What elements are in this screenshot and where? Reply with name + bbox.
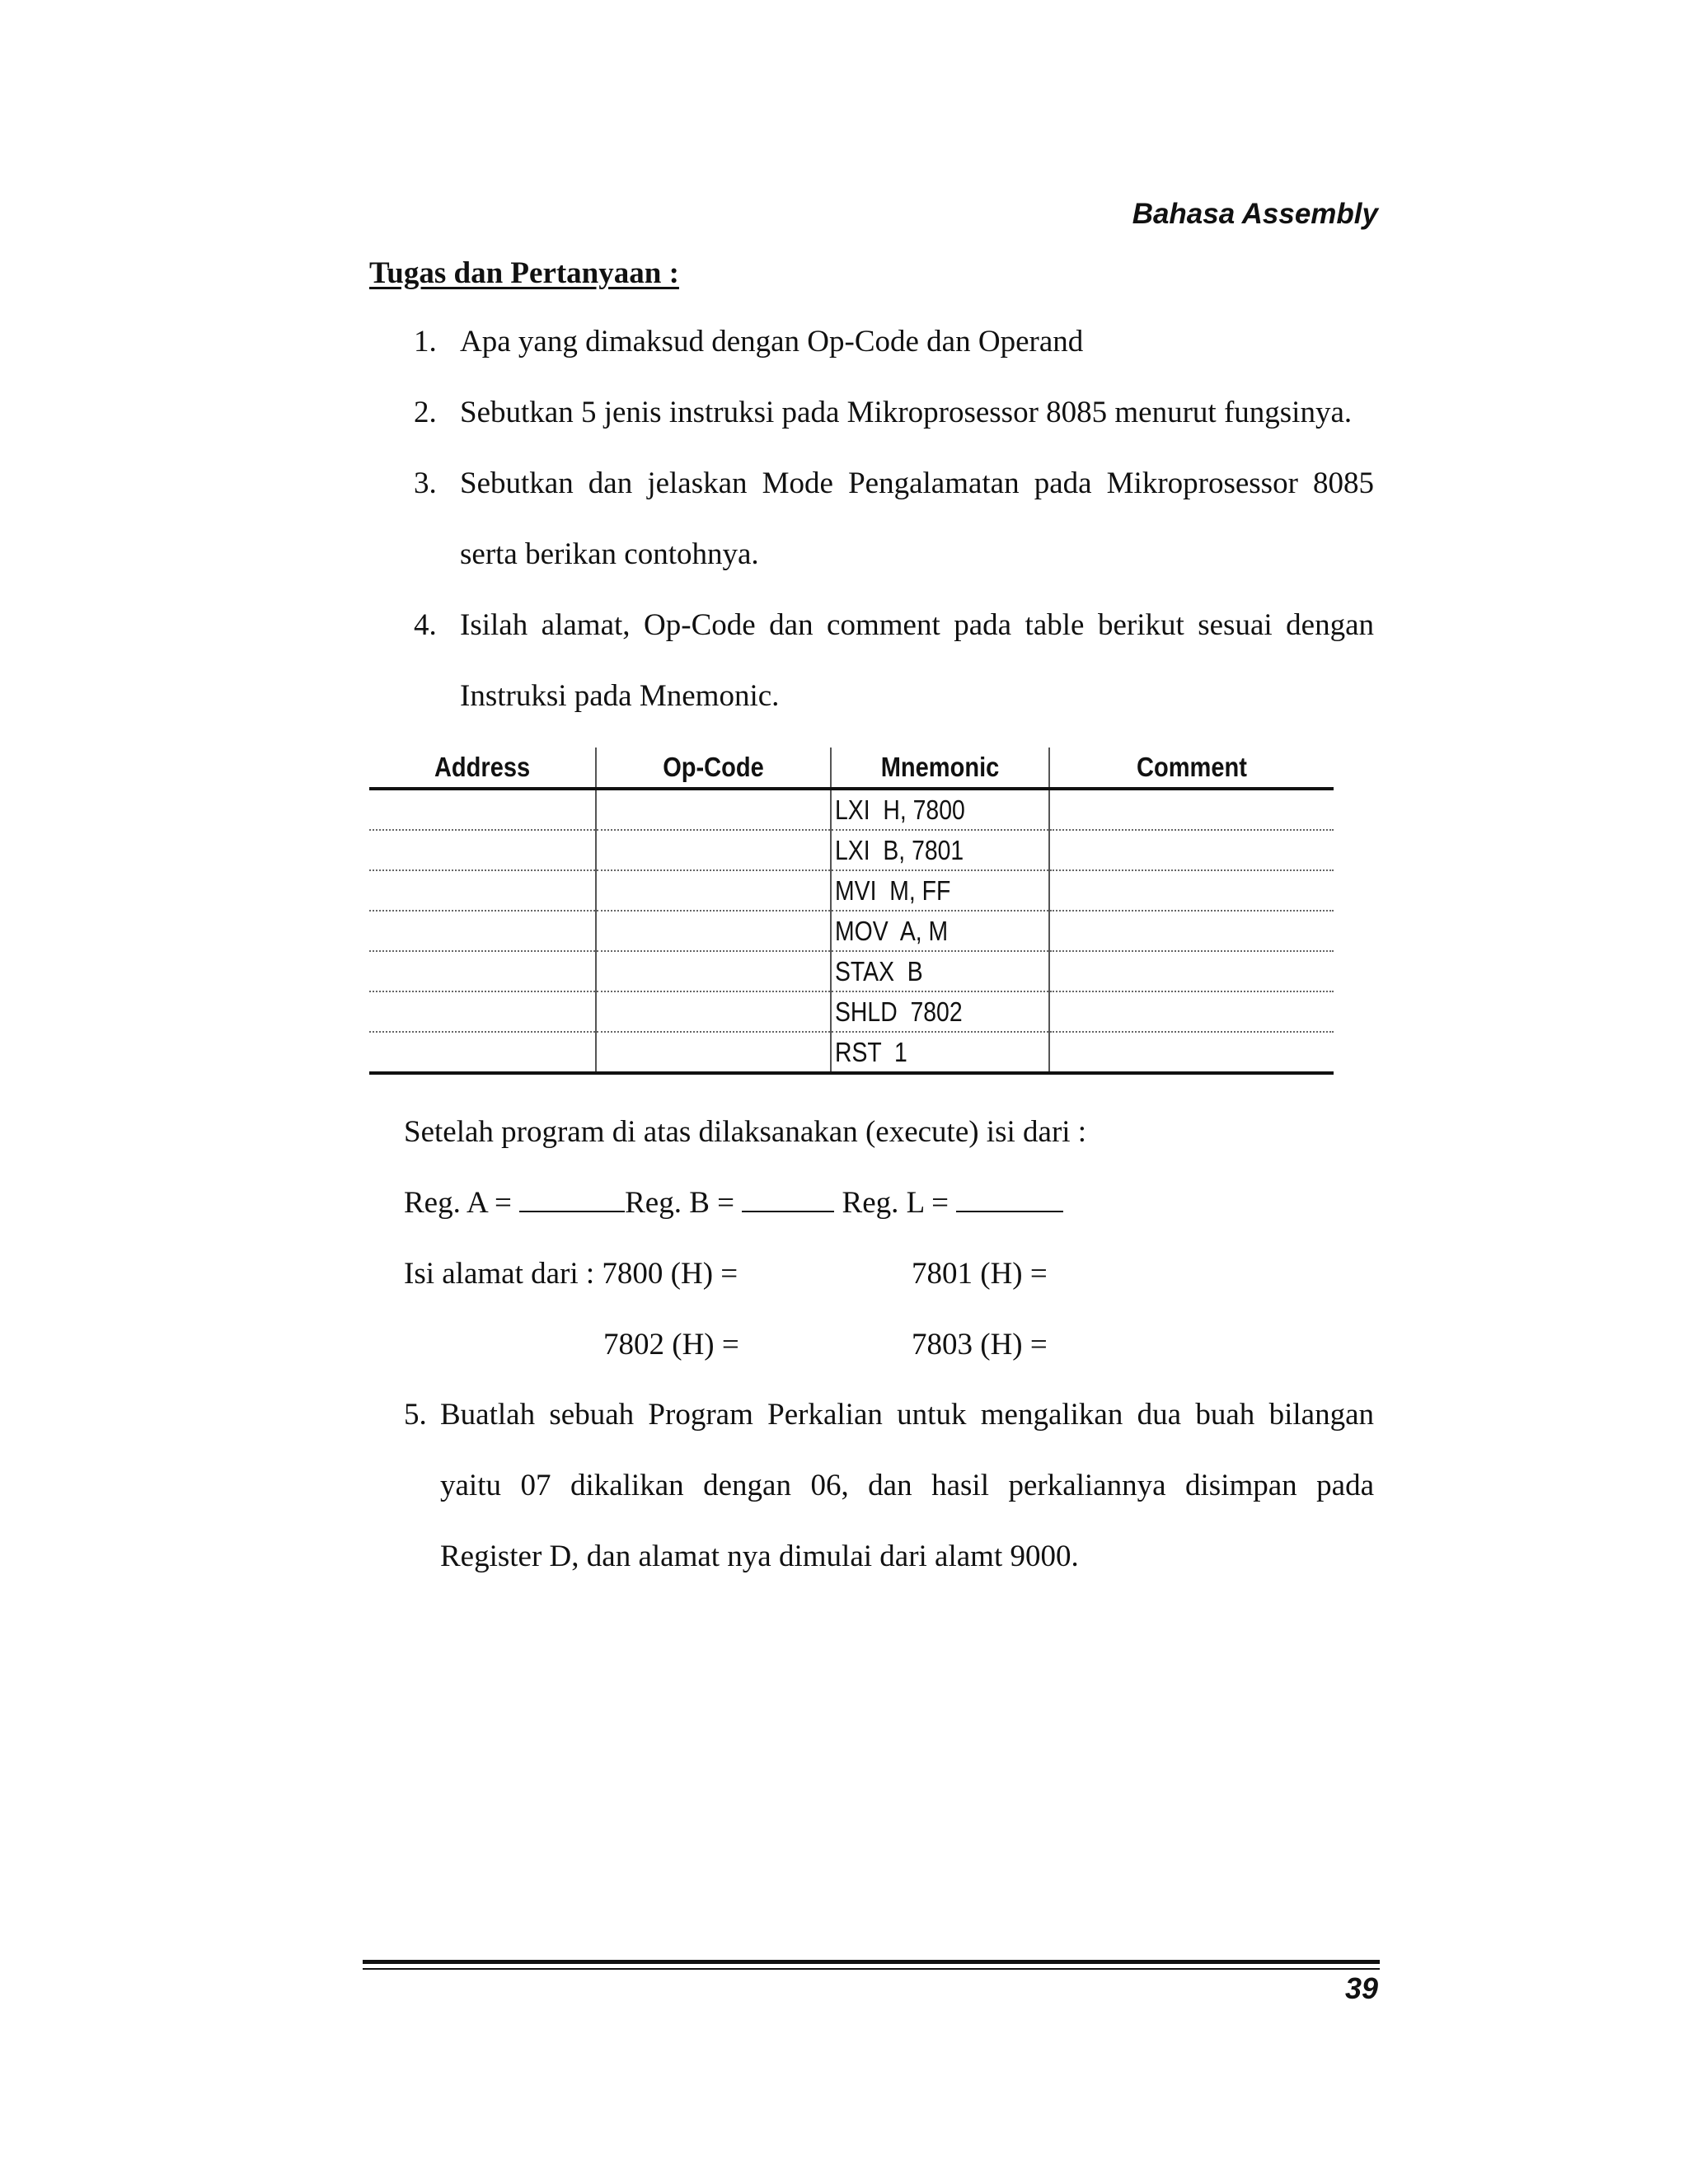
address-7800-label: Isi alamat dari : 7800 (H) = [404,1257,738,1291]
column-header-comment: Comment [1067,748,1317,789]
opcode-cell[interactable] [596,830,831,870]
address-7801-label: 7801 (H) = [912,1257,1048,1291]
mnemonic-cell [831,830,1049,870]
reg-l-blank[interactable] [956,1186,1063,1212]
question-2 [414,377,1374,448]
mnemonic-cell [831,991,1049,1032]
footer-rule-thin [363,1968,1380,1970]
table-row [369,1032,1334,1073]
table-row [369,991,1334,1032]
register-line [404,1185,1063,1221]
question-text: Sebutkan dan jelaskan Mode Pengalamatan pada Mikroprosessor 8085 serta berikan contohnya. [460,466,1374,571]
footer-rule [363,1960,1380,1964]
table-header-row [369,748,1334,789]
reg-b-label: Reg. B = [625,1186,743,1220]
question-4 [414,590,1374,732]
address-cell[interactable] [369,870,596,911]
table-row [369,911,1334,951]
opcode-cell[interactable] [596,789,831,830]
table-row [369,830,1334,870]
comment-cell[interactable] [1049,951,1334,991]
opcode-cell[interactable] [596,911,831,951]
comment-cell[interactable] [1049,830,1334,870]
address-7802-label: 7802 (H) = [603,1328,739,1361]
address-cell[interactable] [369,951,596,991]
mnemonic-text: RST 1 [835,1036,907,1067]
column-header-opcode: Op-Code [610,748,817,789]
comment-cell[interactable] [1049,911,1334,951]
table-row [369,951,1334,991]
address-7803-label: 7803 (H) = [912,1328,1048,1361]
question-number: 2. [414,396,437,429]
address-cell[interactable] [369,1032,596,1073]
mnemonic-cell [831,789,1049,830]
mnemonic-cell [831,911,1049,951]
mnemonic-table [369,748,1334,1075]
table-row [369,789,1334,830]
table-row [369,870,1334,911]
reg-l-label: Reg. L = [834,1186,957,1220]
address-cell[interactable] [369,789,596,830]
mnemonic-text: MOV A, M [835,915,949,946]
opcode-cell[interactable] [596,870,831,911]
address-cell[interactable] [369,911,596,951]
comment-cell[interactable] [1049,1032,1334,1073]
opcode-cell[interactable] [596,1032,831,1073]
question-text: Apa yang dimaksud dengan Op-Code dan Operand [460,325,1084,359]
question-number: 4. [414,608,437,642]
opcode-cell[interactable] [596,991,831,1032]
mnemonic-cell [831,870,1049,911]
address-cell[interactable] [369,991,596,1032]
mnemonic-cell [831,951,1049,991]
question-number: 1. [414,325,437,359]
reg-a-label: Reg. A = [404,1186,520,1220]
address-cell[interactable] [369,830,596,870]
mnemonic-table-wrapper [369,748,1334,1075]
page-number: 39 [1344,1971,1378,2005]
question-text: Buatlah sebuah Program Perkalian untuk mengalikan dua buah bilangan yaitu 07 dikalikan dengan 06, dan hasil perkaliannya disimpan pada Register D, dan alamat nya dimulai dari alamt 9000. [440,1398,1374,1573]
mnemonic-text: LXI H, 7800 [835,794,965,825]
mnemonic-cell [831,1032,1049,1073]
comment-cell[interactable] [1049,870,1334,911]
comment-cell[interactable] [1049,991,1334,1032]
column-header-address: Address [383,748,583,789]
mnemonic-text: MVI M, FF [835,874,951,906]
comment-cell[interactable] [1049,789,1334,830]
question-number: 5. [404,1398,427,1432]
question-text: Sebutkan 5 jenis instruksi pada Mikroprosessor 8085 menurut fungsinya. [460,396,1353,429]
reg-a-blank[interactable] [519,1186,625,1212]
after-execution-intro: Setelah program di atas dilaksanakan (execute) isi dari : [404,1115,1087,1149]
opcode-cell[interactable] [596,951,831,991]
reg-b-blank[interactable] [742,1186,834,1212]
mnemonic-text: SHLD 7802 [835,996,963,1027]
mnemonic-text: LXI B, 7801 [835,834,964,865]
column-header-mnemonic: Mnemonic [844,748,1036,789]
question-number: 3. [414,466,437,500]
question-text: Isilah alamat, Op-Code dan comment pada table berikut sesuai dengan Instruksi pada Mnemonic. [460,608,1374,713]
running-header: Bahasa Assembly [1132,198,1378,230]
question-3 [414,448,1374,590]
section-title: Tugas dan Pertanyaan : [369,256,679,290]
mnemonic-text: STAX B [835,955,923,987]
question-5 [404,1380,1374,1592]
question-1 [414,307,1374,377]
